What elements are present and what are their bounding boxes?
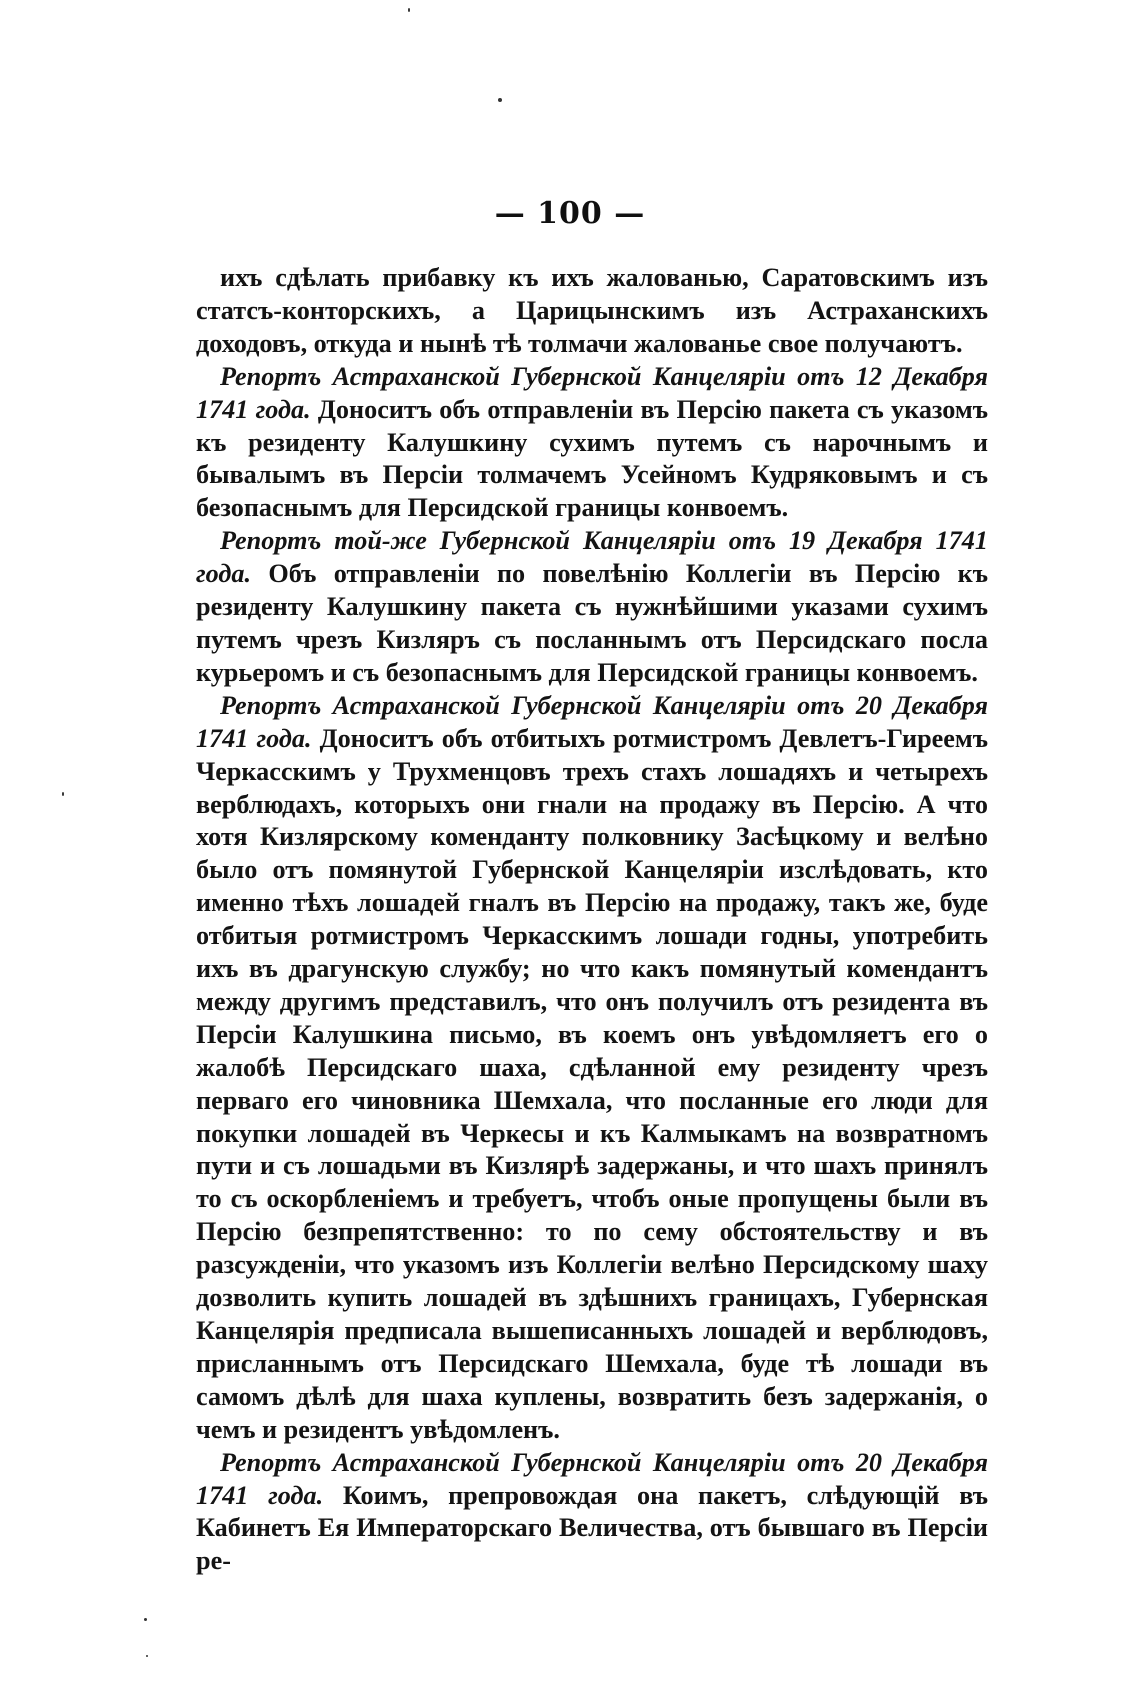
paragraph-5 [196,1447,988,1579]
paragraph-3 [196,525,988,690]
scan-speck [62,792,64,796]
scan-speck [498,98,502,102]
paragraph-2 [196,361,988,526]
report-heading: Репортъ Астраханской Губернской Канцеляріи отъ 20 Декабря 1741 года. [196,690,988,753]
paragraph-body: Доноситъ объ отбитыхъ ротмистромъ Девлетъ-Гиреемъ Черкасскимъ у Трухменцовъ трехъ стахъ лошадяхъ и четырехъ верблюдахъ, которыхъ они гнали на продажу въ Персію. А что хотя Кизлярскому коменданту полковнику Засѣцкому и велѣно было отъ помянутой Губернской Канцеляріи изслѣдовать, кто именно тѣхъ лошадей гналъ въ Персію на продажу, такъ же, буде отбитыя ротмистромъ Черкасскимъ лошади годны, употребить ихъ въ драгунскую службу; но что какъ помянутый комендантъ между другимъ представилъ, что онъ получилъ отъ резидента въ Персіи Калушкина письмо, въ коемъ онъ увѣдомляетъ его о жалобѣ Персидскаго шаха, сдѣланной ему резиденту чрезъ перваго его чиновника Шемхала, что посланные его люди для покупки лошадей въ Черкесы и къ Калмыкамъ на возвратномъ пути и съ лошадьми въ Кизлярѣ задержаны, и что шахъ принялъ то съ оскорбленіемъ и требуетъ, чтобъ оные пропущены были въ Персію безпрепятственно: то по сему обстоятельству и въ разсужденіи, что указомъ изъ Коллегіи велѣно Персидскому шаху дозволить купить лошадей въ здѣшнихъ границахъ, Губернская Канцелярія предписала вышеписанныхъ лошадей и верблюдовъ, присланнымъ отъ Персидскаго Шемхала, буде тѣ лошади въ самомъ дѣлѣ для шаха куплены, возвратить безъ задержанія, о чемъ и резидентъ увѣдомленъ. [196,723,988,1444]
paragraph-body: ихъ сдѣлать прибавку къ ихъ жалованью, Саратовскимъ изъ статсъ-конторскихъ, а Царицынскимъ изъ Астраханскихъ доходовъ, откуда и нынѣ тѣ толмачи жалованье свое получаютъ. [196,263,988,358]
page-number: — 100 — [494,196,646,231]
scan-speck [144,1618,147,1621]
paragraph-body: Доноситъ объ отправленіи въ Персію пакета съ указомъ къ резиденту Калушкину сухимъ путемъ съ нарочнымъ и бывалымъ въ Персіи толмачемъ Усейномъ Кудряковымъ и съ безопаснымъ для Персидской границы конвоемъ. [196,394,988,523]
paragraph-body: Коимъ, препровождая она пакетъ, слѣдующій въ Кабинетъ Ея Императорскаго Величества, отъ бывшаго въ Персіи ре- [196,1480,988,1576]
paragraph-body: Объ отправленіи по повелѣнію Коллегіи въ Персію къ резиденту Калушкину пакета съ нужнѣйшими указами сухимъ путемъ чрезъ Кизляръ съ посланнымъ отъ Персидскаго посла курьеромъ и съ безопаснымъ для Персидской границы конвоемъ. [196,559,988,687]
report-heading: Репортъ Астраханской Губернской Канцеляріи отъ 20 Декабря 1741 года. [196,1447,988,1510]
report-heading: Репортъ Астраханской Губернской Канцеляріи отъ 12 Декабря 1741 года. [196,361,988,424]
paragraph-1 [196,262,988,361]
paragraph-4 [196,690,988,1447]
text-column [196,262,988,1578]
scan-speck [146,1655,148,1657]
report-heading: Репортъ той-же Губернской Канцеляріи отъ 19 Декабря 1741 года. [196,526,988,589]
scan-speck [408,8,410,12]
